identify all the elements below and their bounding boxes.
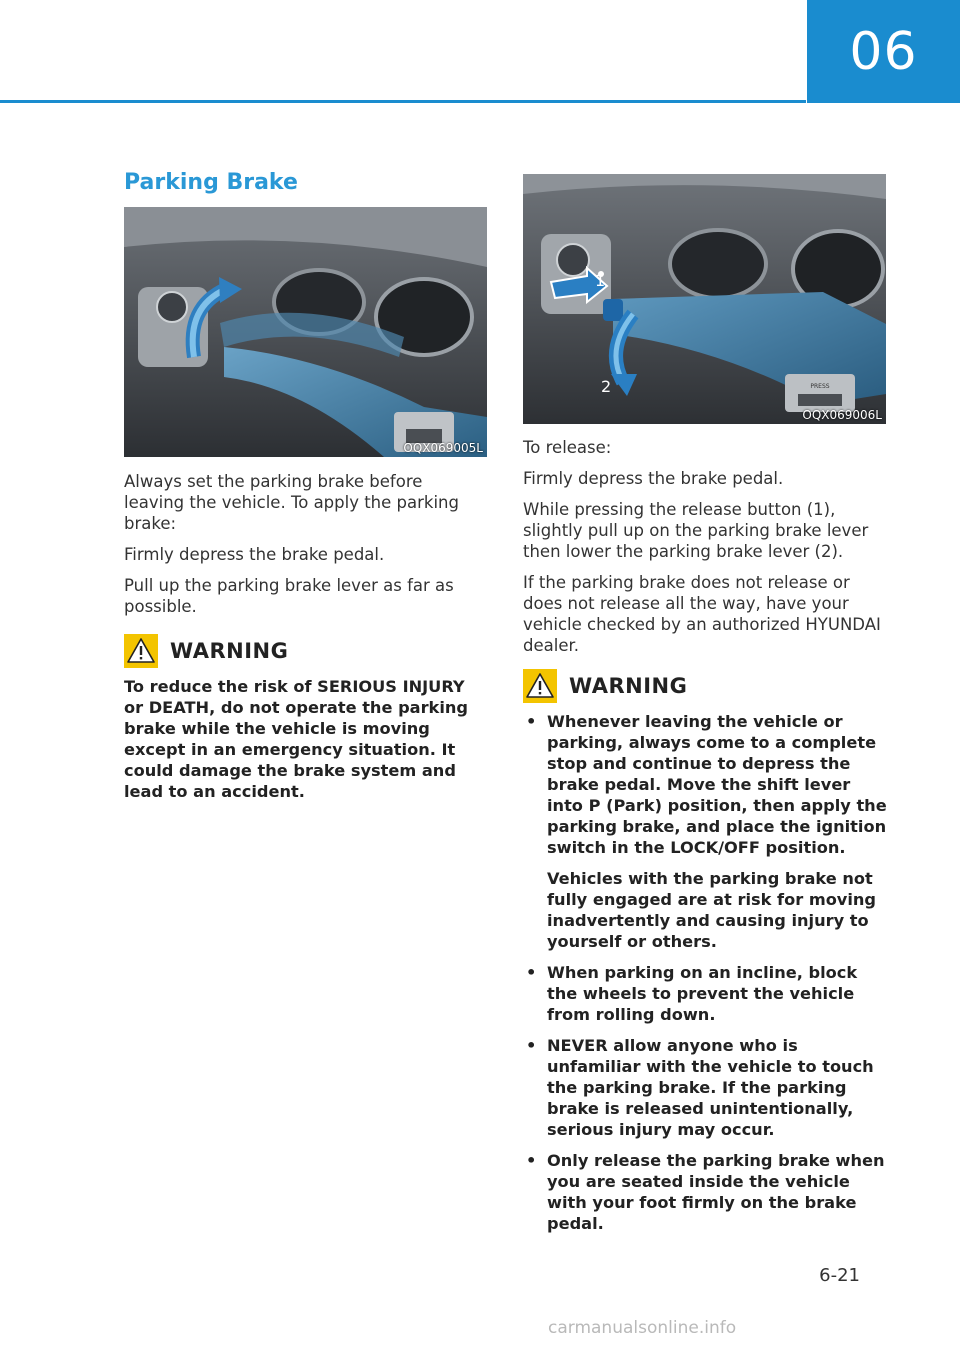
warning-icon bbox=[523, 669, 557, 703]
warning-box-release bbox=[523, 669, 887, 1244]
paragraph: Firmly depress the brake pedal. bbox=[523, 469, 784, 488]
parking-brake-apply-illustration bbox=[124, 207, 487, 457]
left-text bbox=[124, 471, 484, 627]
paragraph: If the parking brake does not release or does not release all the way, have your vehicle checked by an authorized HYUNDAI dealer. bbox=[523, 573, 881, 655]
warning-icon bbox=[124, 634, 158, 668]
warning-header bbox=[523, 669, 887, 703]
paragraph: To release: bbox=[523, 438, 612, 457]
list-item: • Only release the parking brake when you are seated inside the vehicle with your foot firmly on the brake pedal. bbox=[523, 1150, 887, 1234]
header-rule bbox=[0, 100, 806, 103]
figure-apply-parking-brake bbox=[124, 207, 487, 457]
paragraph: Pull up the parking brake lever as far as possible. bbox=[124, 576, 454, 616]
warning-list bbox=[523, 711, 887, 1234]
watermark: carmanualsonline.info bbox=[548, 1318, 737, 1338]
chapter-number: 06 bbox=[849, 21, 918, 82]
paragraph: While pressing the release button (1), slightly pull up on the parking brake lever then lower the parking brake lever (2). bbox=[523, 500, 869, 561]
warning-title: WARNING bbox=[569, 674, 688, 698]
section-title: Parking Brake bbox=[124, 170, 298, 195]
callout-2: 2 bbox=[601, 377, 612, 396]
list-item-text: • Whenever leaving the vehicle or parking, always come to a complete stop and continue to depress the brake pedal. Move the shift lever into P (Park) position, then apply the parking brake, and place the ignition switch in the LOCK/OFF position. bbox=[547, 712, 887, 857]
paragraph: Firmly depress the brake pedal. bbox=[124, 545, 385, 564]
callout-1: 1 bbox=[595, 271, 606, 290]
press-label: PRESS bbox=[810, 383, 830, 390]
list-item: • When parking on an incline, block the wheels to prevent the vehicle from rolling down. bbox=[523, 962, 887, 1025]
warning-box-apply bbox=[124, 634, 484, 802]
warning-title: WARNING bbox=[170, 639, 289, 663]
list-item bbox=[523, 711, 887, 952]
paragraph: Always set the parking brake before leaving the vehicle. To apply the parking brake: bbox=[124, 472, 459, 533]
warning-header bbox=[124, 634, 484, 668]
right-text bbox=[523, 437, 887, 666]
list-item-extra: Vehicles with the parking brake not fully engaged are at risk for moving inadvertently and causing injury to yourself or others. bbox=[547, 869, 877, 951]
figure-code: OQX069006L bbox=[802, 408, 882, 422]
page-number: 6-21 bbox=[819, 1265, 860, 1286]
warning-text: To reduce the risk of SERIOUS INJURY or DEATH, do not operate the parking brake while the vehicle is moving except in an emergency situation. It could damage the brake system and lead to an accident. bbox=[124, 677, 468, 801]
list-item: • NEVER allow anyone who is unfamiliar with the vehicle to touch the parking brake. If the parking brake is released unintentionally, serious injury may occur. bbox=[523, 1035, 887, 1140]
figure-release-parking-brake bbox=[523, 174, 886, 424]
chapter-tab bbox=[807, 0, 960, 103]
figure-code: OQX069005L bbox=[403, 441, 483, 455]
parking-brake-release-illustration bbox=[523, 174, 886, 424]
